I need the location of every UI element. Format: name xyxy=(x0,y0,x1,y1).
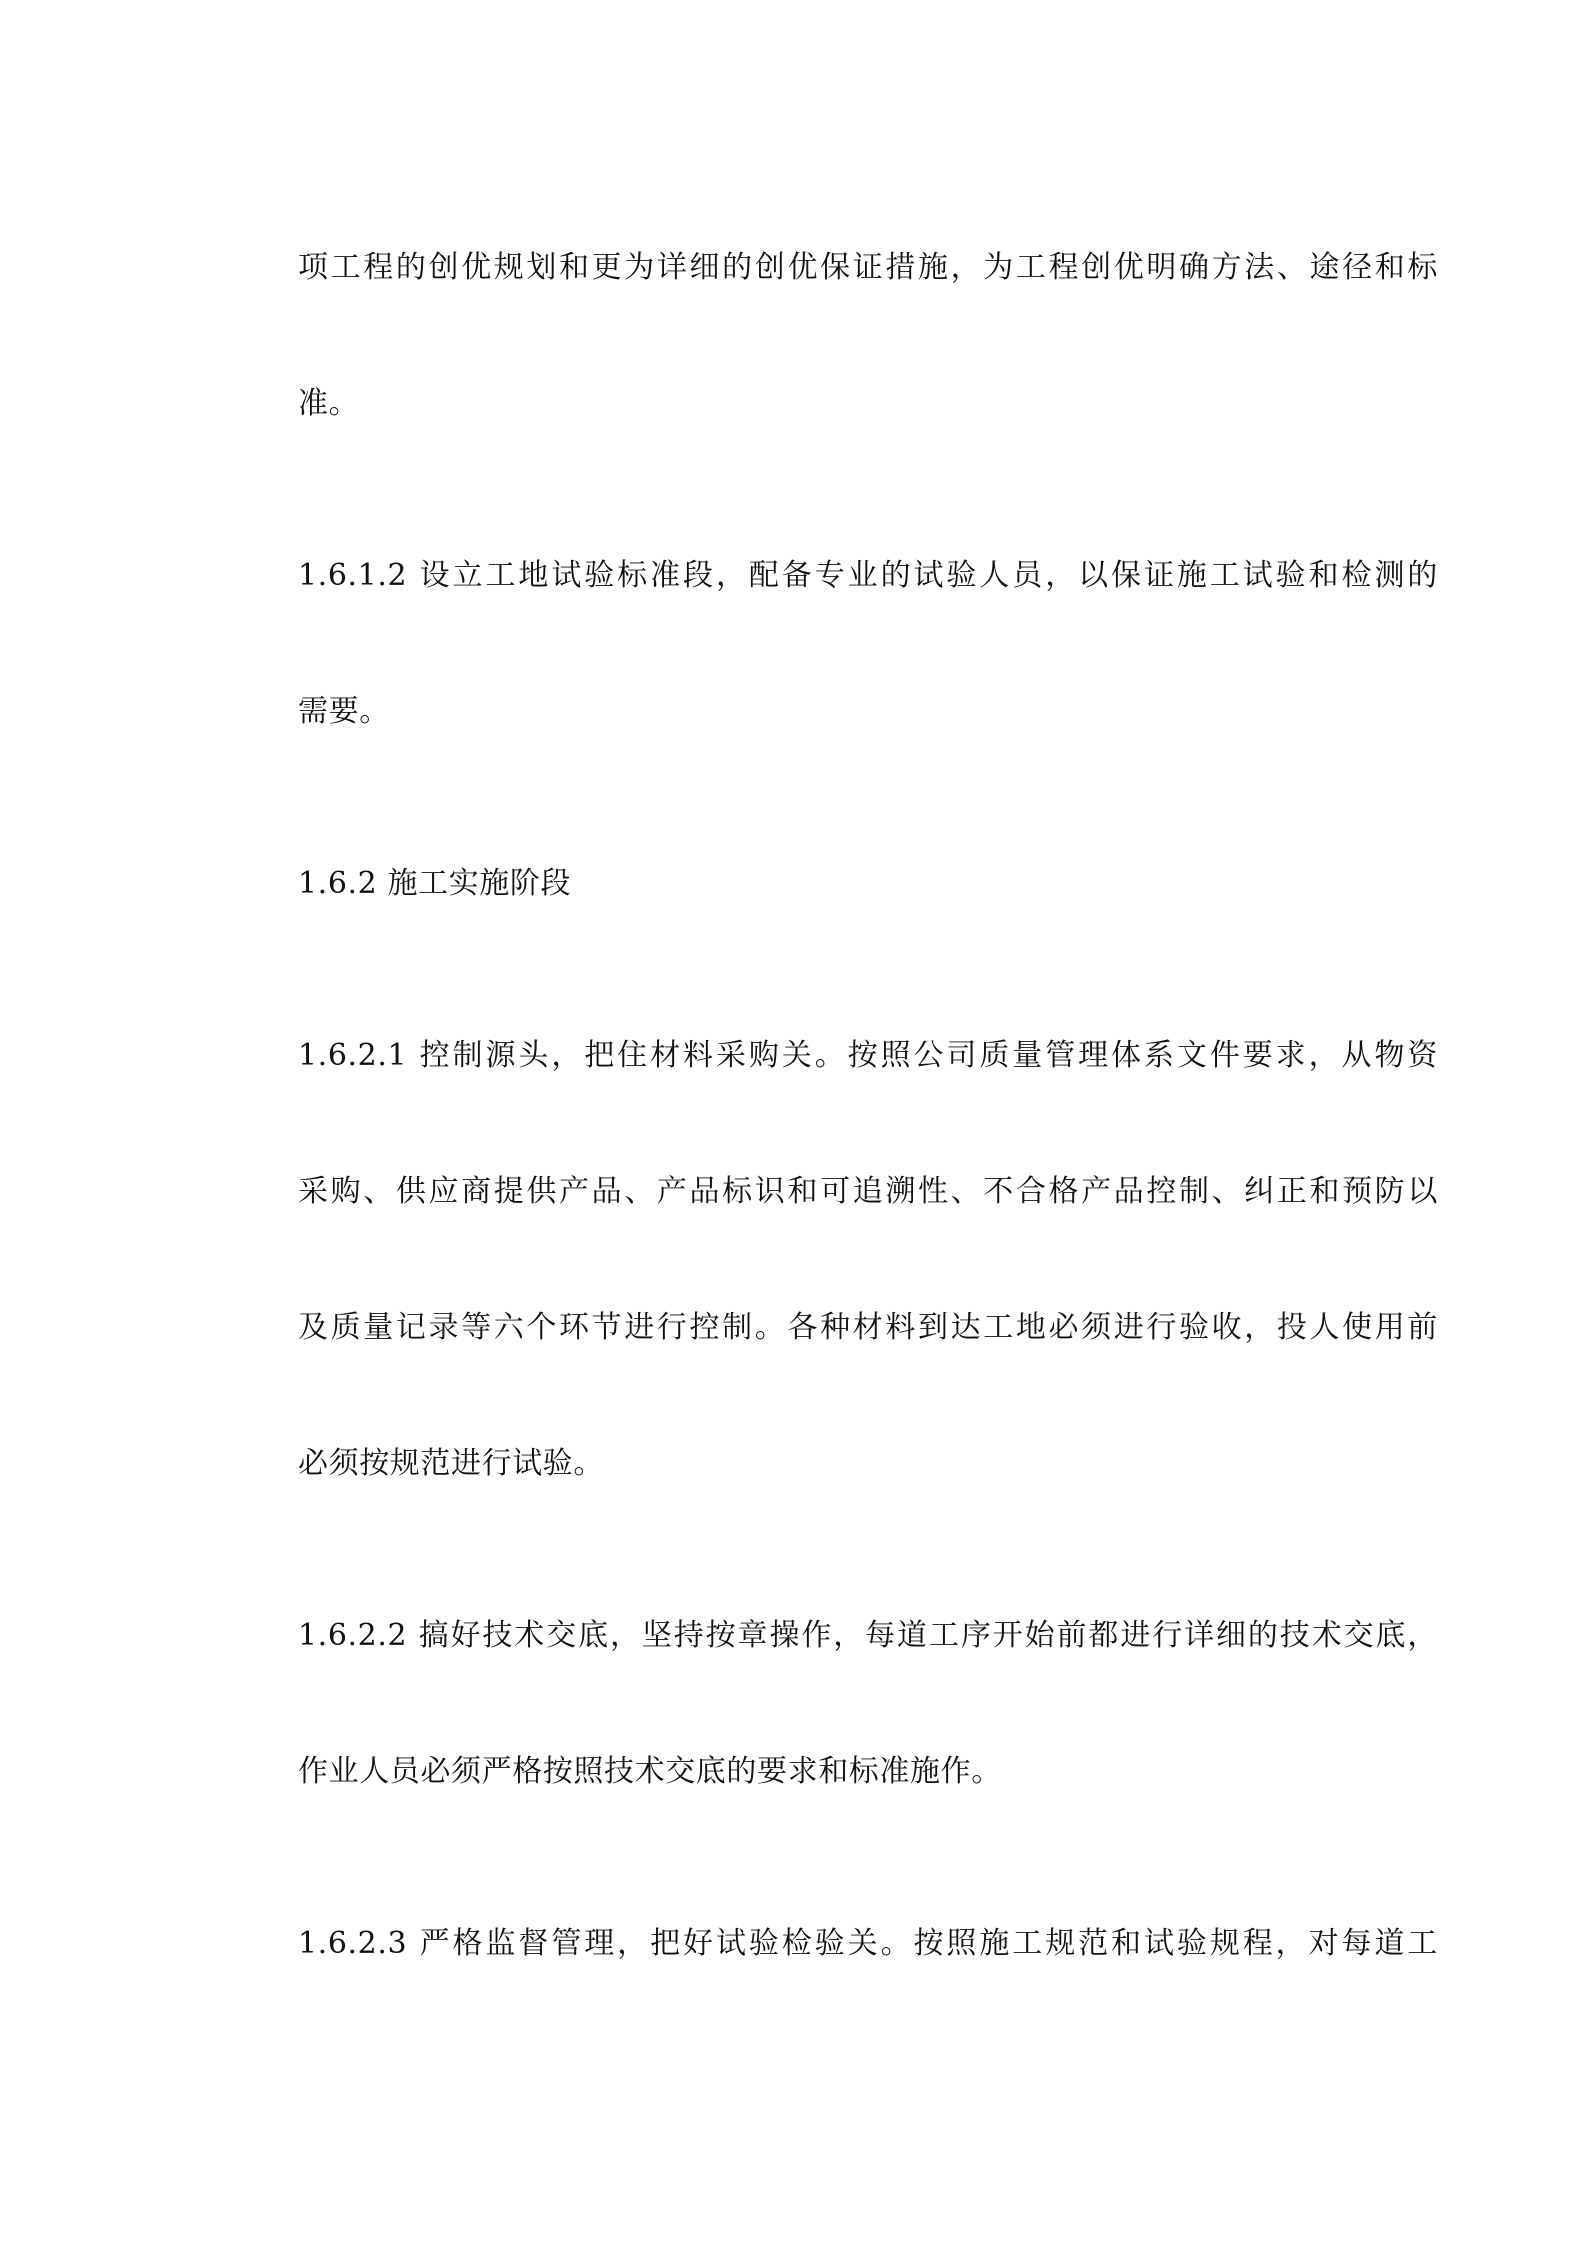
paragraph-line: 项工程的创优规划和更为详细的创优保证措施，为工程创优明确方法、途径和标 xyxy=(298,250,1438,285)
paragraph-line: 需要。 xyxy=(298,694,390,729)
paragraph-line: 1.6.2.3 严格监督管理，把好试验检验关。按照施工规范和试验规程，对每道工 xyxy=(298,1926,1438,1961)
paragraph-line: 及质量记录等六个环节进行控制。各种材料到达工地必须进行验收，投人使用前 xyxy=(298,1310,1438,1345)
paragraph-line: 采购、供应商提供产品、产品标识和可追溯性、不合格产品控制、纠正和预防以 xyxy=(298,1174,1438,1209)
paragraph-line: 1.6.2.1 控制源头，把住材料采购关。按照公司质量管理体系文件要求，从物资 xyxy=(298,1038,1438,1073)
paragraph-line: 准。 xyxy=(298,386,360,421)
paragraph-line: 1.6.2.2 搞好技术交底，坚持按章操作，每道工序开始前都进行详细的技术交底， xyxy=(298,1618,1438,1653)
section-heading: 1.6.2 施工实施阶段 xyxy=(298,866,572,901)
paragraph-line: 作业人员必须严格按照技术交底的要求和标准施作。 xyxy=(298,1754,1002,1789)
paragraph-line: 必须按规范进行试验。 xyxy=(298,1446,604,1481)
paragraph-line: 1.6.1.2 设立工地试验标准段，配备专业的试验人员，以保证施工试验和检测的 xyxy=(298,558,1438,593)
